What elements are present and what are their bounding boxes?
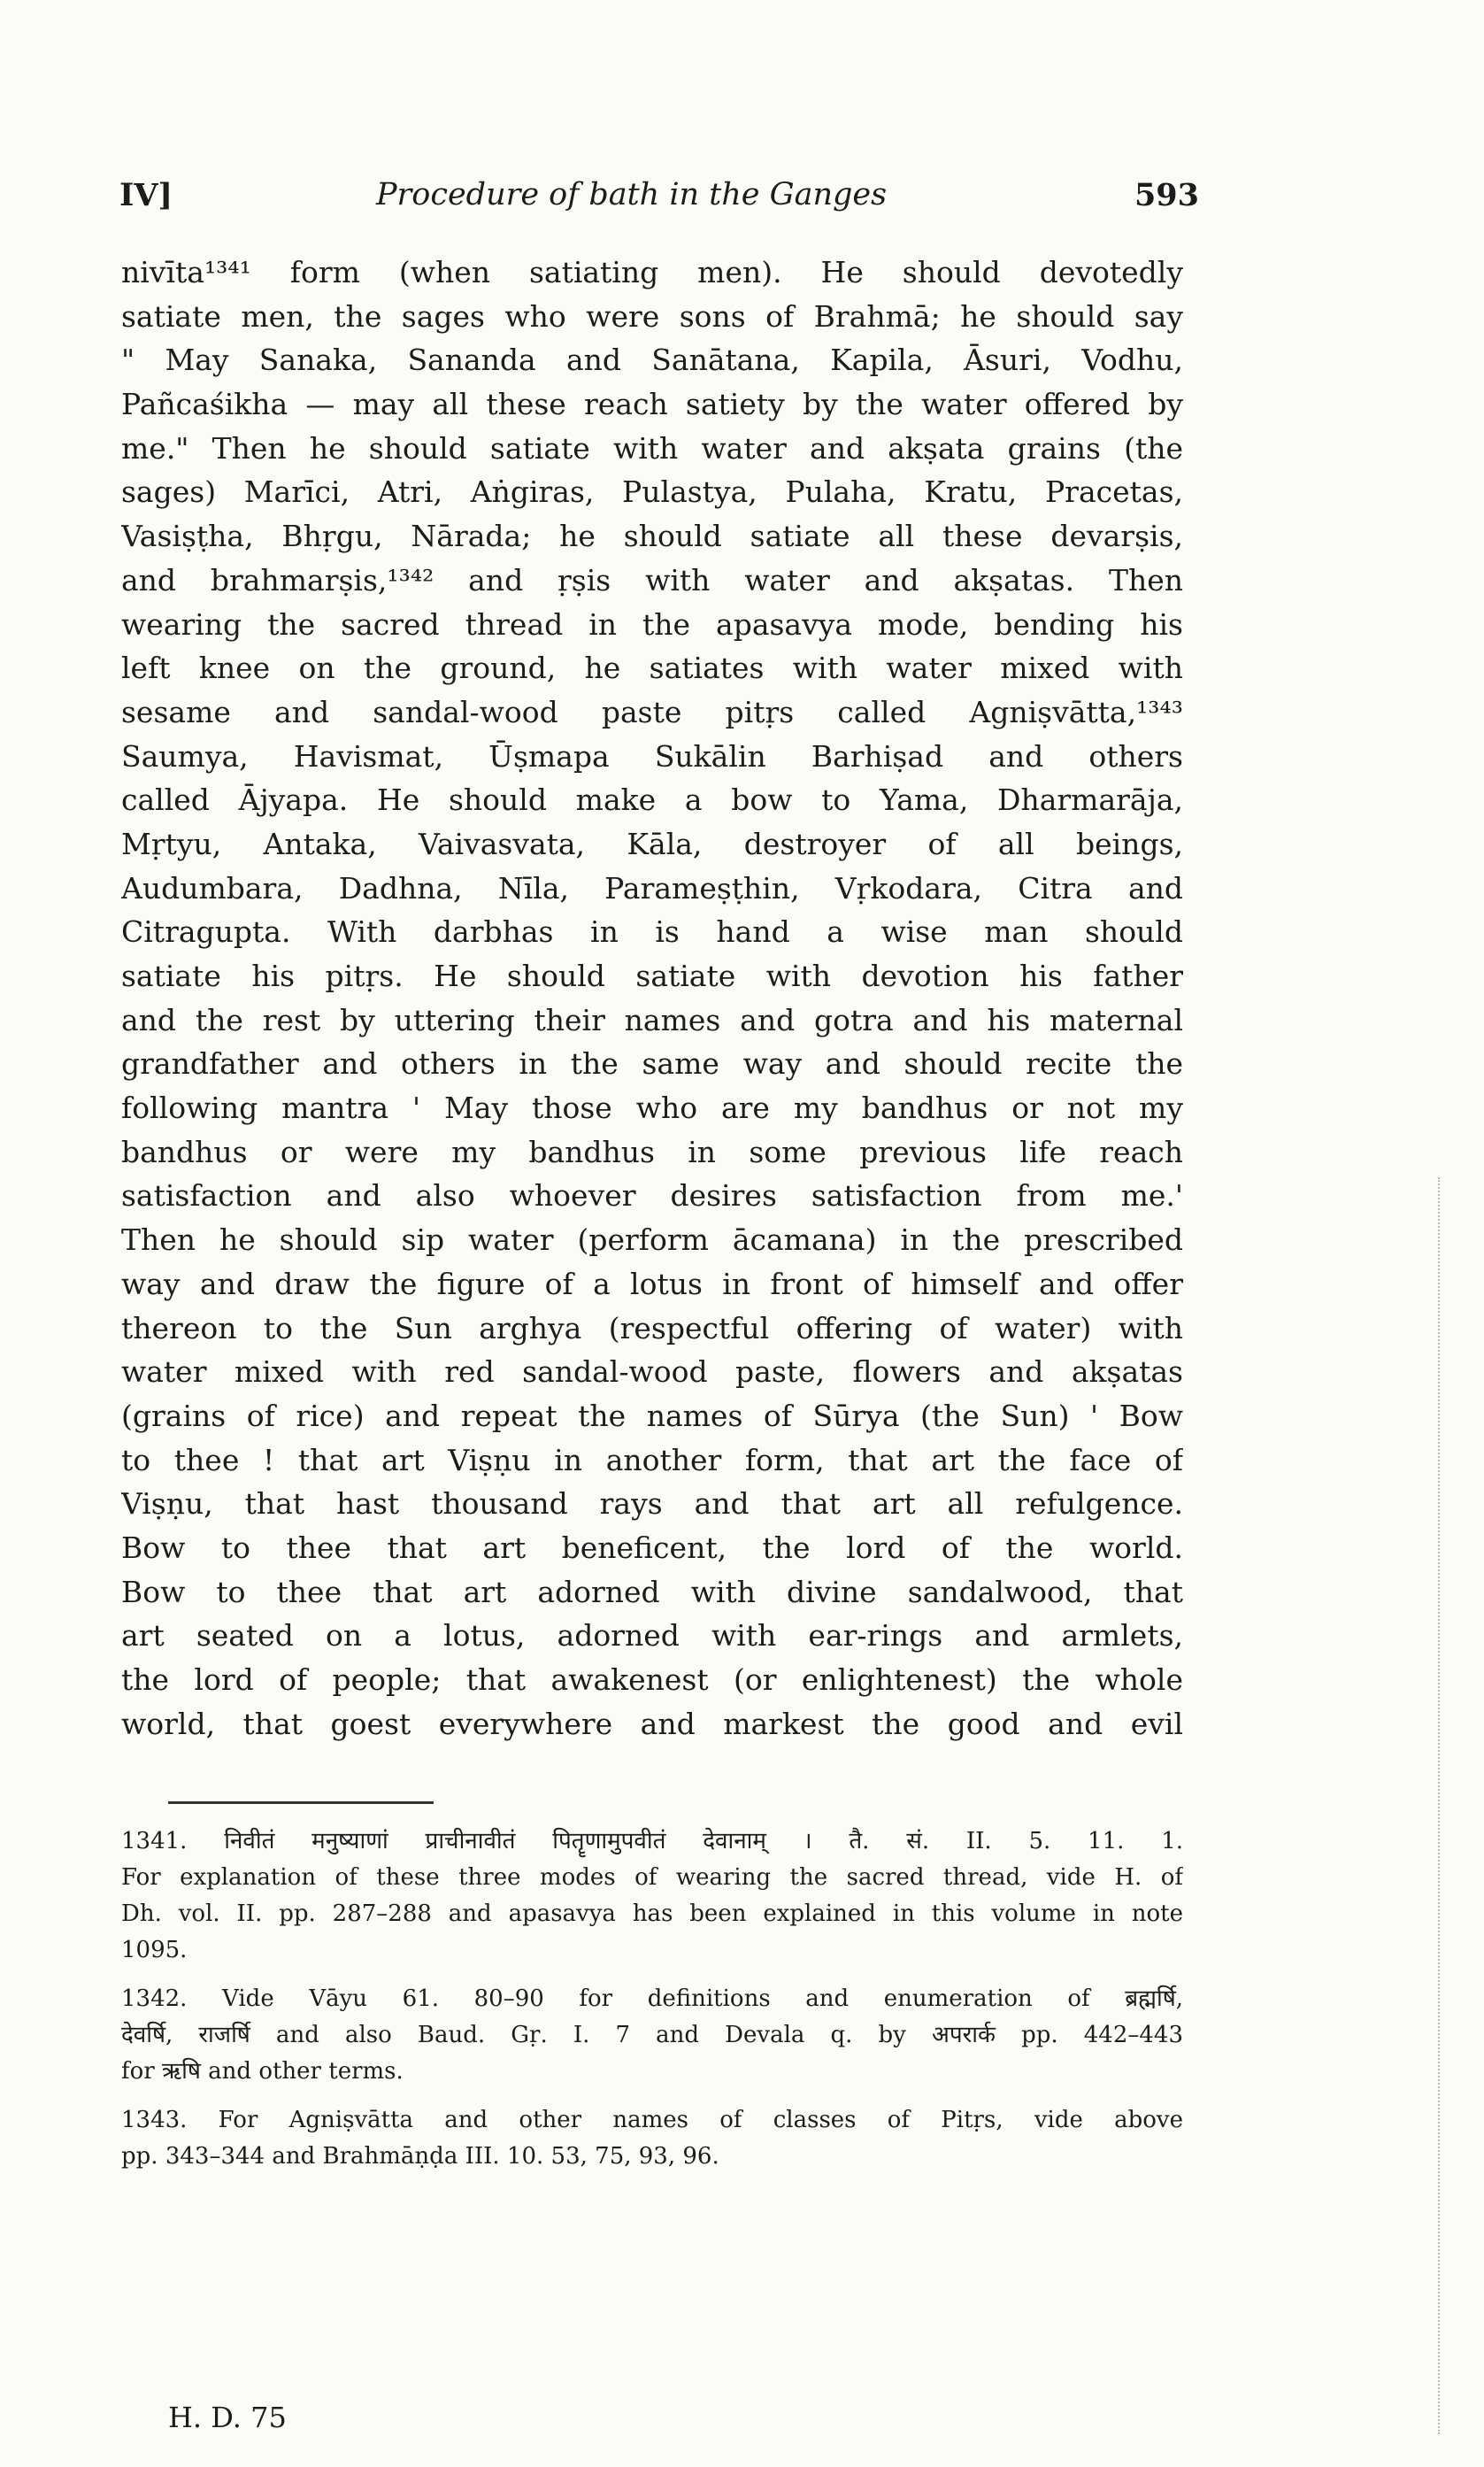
footnote-line: pp. 343–344 and Brahmāṇḍa III. 10. 53, 75, 93, 96. (121, 2143, 719, 2170)
text-line: Mṛtyu, Antaka, Vaivasvata, Kāla, destroyer of all beings, (121, 826, 1183, 861)
text-line: left knee on the ground, he satiates with water mixed with (121, 651, 1183, 686)
text-line: me." Then he should satiate with water and akṣata grains (the (121, 430, 1183, 466)
text-line: Bow to thee that art beneficent, the lord of the world. (121, 1530, 1183, 1565)
footnote-line: for ऋषि and other terms. (121, 2058, 404, 2085)
page-number: 593 (1134, 177, 1199, 213)
text-line: Pañcaśikha — may all these reach satiety by the water offered by (121, 387, 1183, 422)
text-line: Saumya, Havismat, Ūṣmapa Sukālin Barhiṣad and others (121, 738, 1183, 774)
text-line: Bow to thee that art adorned with divine sandalwood, that (121, 1574, 1183, 1609)
footnote-line: 1342. Vide Vāyu 61. 80–90 for definitions and enumeration of ब्रह्मर्षि, (121, 1985, 1183, 2012)
footnote-rule (168, 1801, 434, 1804)
text-line: water mixed with red sandal-wood paste, flowers and akṣatas (121, 1354, 1183, 1390)
text-line: following mantra ' May those who are my bandhus or not my (121, 1091, 1183, 1126)
running-title: Procedure of bath in the Ganges (376, 177, 888, 212)
text-line: world, that goest everywhere and markest the good and evil (121, 1706, 1183, 1741)
footnotes (121, 1823, 1183, 2175)
text-line: sages) Marīci, Atri, Aṅgiras, Pulastya, Pulaha, Kratu, Pracetas, (121, 474, 1183, 510)
text-line: satiate his pitṛs. He should satiate with devotion his father (121, 959, 1183, 993)
text-line: " May Sanaka, Sananda and Sanātana, Kapila, Āsuri, Vodhu, (121, 343, 1183, 378)
text-line: thereon to the Sun arghya (respectful offering of water) with (121, 1310, 1183, 1345)
text-line: and the rest by uttering their names and gotra and his maternal (121, 1002, 1183, 1037)
text-line: and brahmarṣis,¹³⁴² and ṛṣis with water and akṣatas. Then (121, 562, 1183, 597)
text-line: satisfaction and also whoever desires satisfaction from me.' (121, 1178, 1183, 1214)
text-line: Citragupta. With darbhas in is hand a wise man should (121, 914, 1183, 950)
text-line: Then he should sip water (perform ācamana) in the prescribed (121, 1222, 1183, 1258)
main-text (121, 251, 1183, 1746)
text-line: way and draw the figure of a lotus in front of himself and offer (121, 1266, 1183, 1301)
running-header (119, 177, 1199, 230)
footnote-line: 1343. For Agniṣvātta and other names of classes of Pitṛs, vide above (121, 2107, 1183, 2133)
text-line: Viṣṇu, that hast thousand rays and that art all refulgence. (121, 1486, 1183, 1522)
footnote-line: For explanation of these three modes of wearing the sacred thread, vide H. of (121, 1864, 1183, 1891)
text-line: nivīta¹³⁴¹ form (when satiating men). He should devotedly (121, 255, 1183, 289)
text-line: to thee ! that art Viṣṇu in another form, that art the face of (121, 1442, 1183, 1477)
text-line: Audumbara, Dadhna, Nīla, Parameṣṭhin, Vṛkodara, Citra and (121, 870, 1183, 906)
text-line: sesame and sandal-wood paste pitṛs called Agniṣvātta,¹³⁴³ (121, 694, 1183, 729)
text-line: called Ājyapa. He should make a bow to Yama, Dharmarāja, (121, 783, 1183, 818)
margin-dots (1438, 1177, 1440, 2434)
footnote-line: देवर्षि, राजर्षि and also Baud. Gṛ. I. 7 and Devala q. by अपरार्क pp. 442–443 (121, 2022, 1183, 2048)
footnote-line: 1095. (121, 1937, 188, 1963)
footnote-line: 1341. निवीतं मनुष्याणां प्राचीनावीतं पितॄणामुपवीतं देवानाम् । तै. सं. II. 5. 11. 1. (121, 1828, 1183, 1854)
text-line: the lord of people; that awakenest (or enlightenest) the whole (121, 1662, 1183, 1697)
footnote-line: Dh. vol. II. pp. 287–288 and apasavya has been explained in this volume in note (121, 1900, 1183, 1927)
text-line: bandhus or were my bandhus in some previous life reach (121, 1134, 1183, 1169)
text-line: satiate men, the sages who were sons of Brahmā; he should say (121, 298, 1183, 334)
text-line: (grains of rice) and repeat the names of Sūrya (the Sun) ' Bow (121, 1398, 1183, 1433)
chapter-marker: IV] (119, 177, 173, 213)
signature-mark: H. D. 75 (168, 2401, 287, 2434)
text-line: wearing the sacred thread in the apasavya mode, bending his (121, 606, 1183, 642)
text-line: Vasiṣṭha, Bhṛgu, Nārada; he should satiate all these devarṣis, (121, 519, 1183, 554)
text-line: art seated on a lotus, adorned with ear-rings and armlets, (121, 1618, 1183, 1654)
text-line: grandfather and others in the same way and should recite the (121, 1046, 1183, 1082)
